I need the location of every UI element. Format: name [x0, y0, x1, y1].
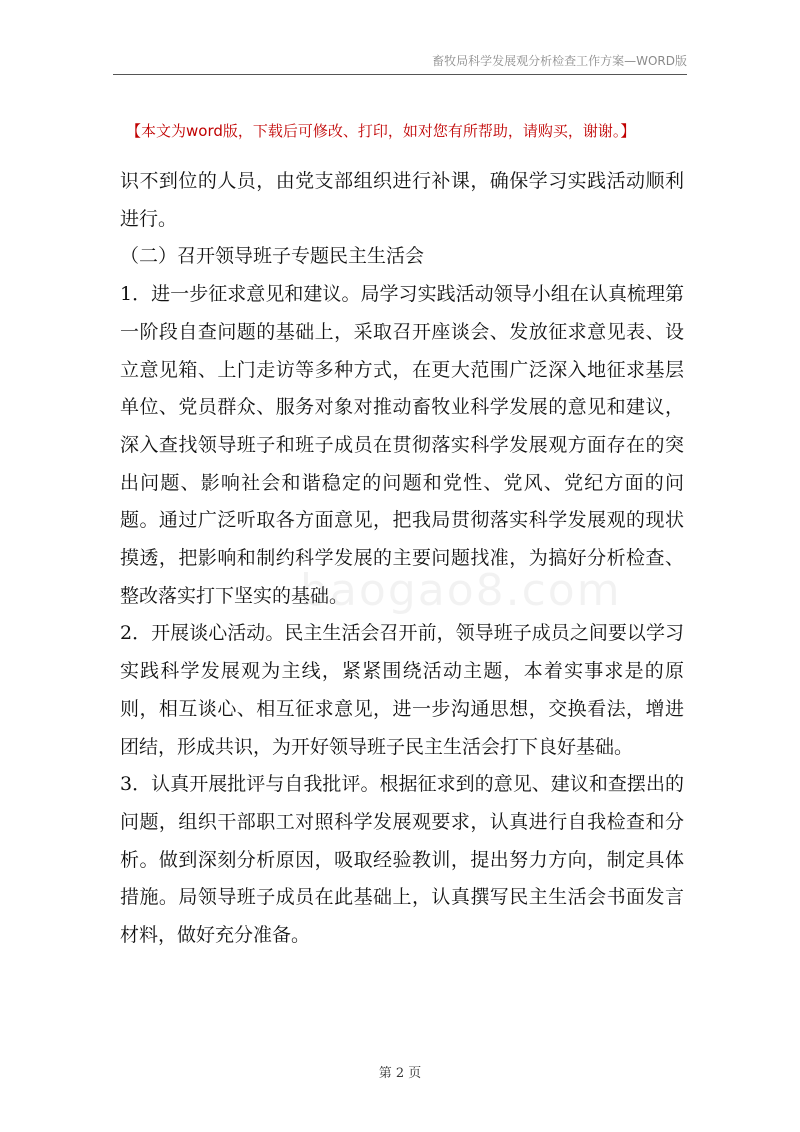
- watermark: baogao8.com: [300, 565, 622, 616]
- document-body: [120, 163, 684, 955]
- paragraph-item-1: 1．进一步征求意见和建议。局学习实践活动领导小组在认真梳理第一阶段自查问题的基础上，采取召开座谈会、发放征求意见表、设立意见箱、上门走访等多种方式，在更大范围广泛深入地征求基层单位、党员群众、服务对象对推动畜牧业科学发展的意见和建议，深入查找领导班子和班子成员在贯彻落实科学发展观方面存在的突出问题、影响社会和谐稳定的问题和党性、党风、党纪方面的问题。通过广泛听取各方面意见，把我局贯彻落实科学发展观的现状摸透，把影响和制约科学发展的主要问题找准，为搞好分析检查、整改落实打下坚实的基础。: [120, 283, 684, 607]
- paragraph-item-3: 3．认真开展批评与自我批评。根据征求到的意见、建议和查摆出的问题，组织干部职工对照科学发展观要求，认真进行自我检查和分析。做到深刻分析原因，吸取经验教训，提出努力方向，制定具体措施。局领导班子成员在此基础上，认真撰写民主生活会书面发言材料，做好充分准备。: [120, 773, 684, 947]
- page-number: 第 2 页: [378, 1066, 422, 1081]
- download-notice: 【本文为word版，下载后可修改、打印，如对您有所帮助，请购买，谢谢。】: [126, 122, 636, 140]
- page-header-title: 畜牧局科学发展观分析检查工作方案—WORD版: [432, 54, 687, 68]
- section-heading: （二）召开领导班子专题民主生活会: [120, 245, 425, 268]
- paragraph-item-2: 2．开展谈心活动。民主生活会召开前，领导班子成员之间要以学习实践科学发展观为主线，紧紧围绕活动主题，本着实事求是的原则，相互谈心、相互征求意见，进一步沟通思想，交换看法，增进团结，形成共识，为开好领导班子民主生活会打下良好基础。: [120, 622, 684, 758]
- paragraph-continuation: 识不到位的人员，由党支部组织进行补课，确保学习实践活动顺利进行。: [120, 170, 684, 230]
- header-divider: [113, 74, 687, 75]
